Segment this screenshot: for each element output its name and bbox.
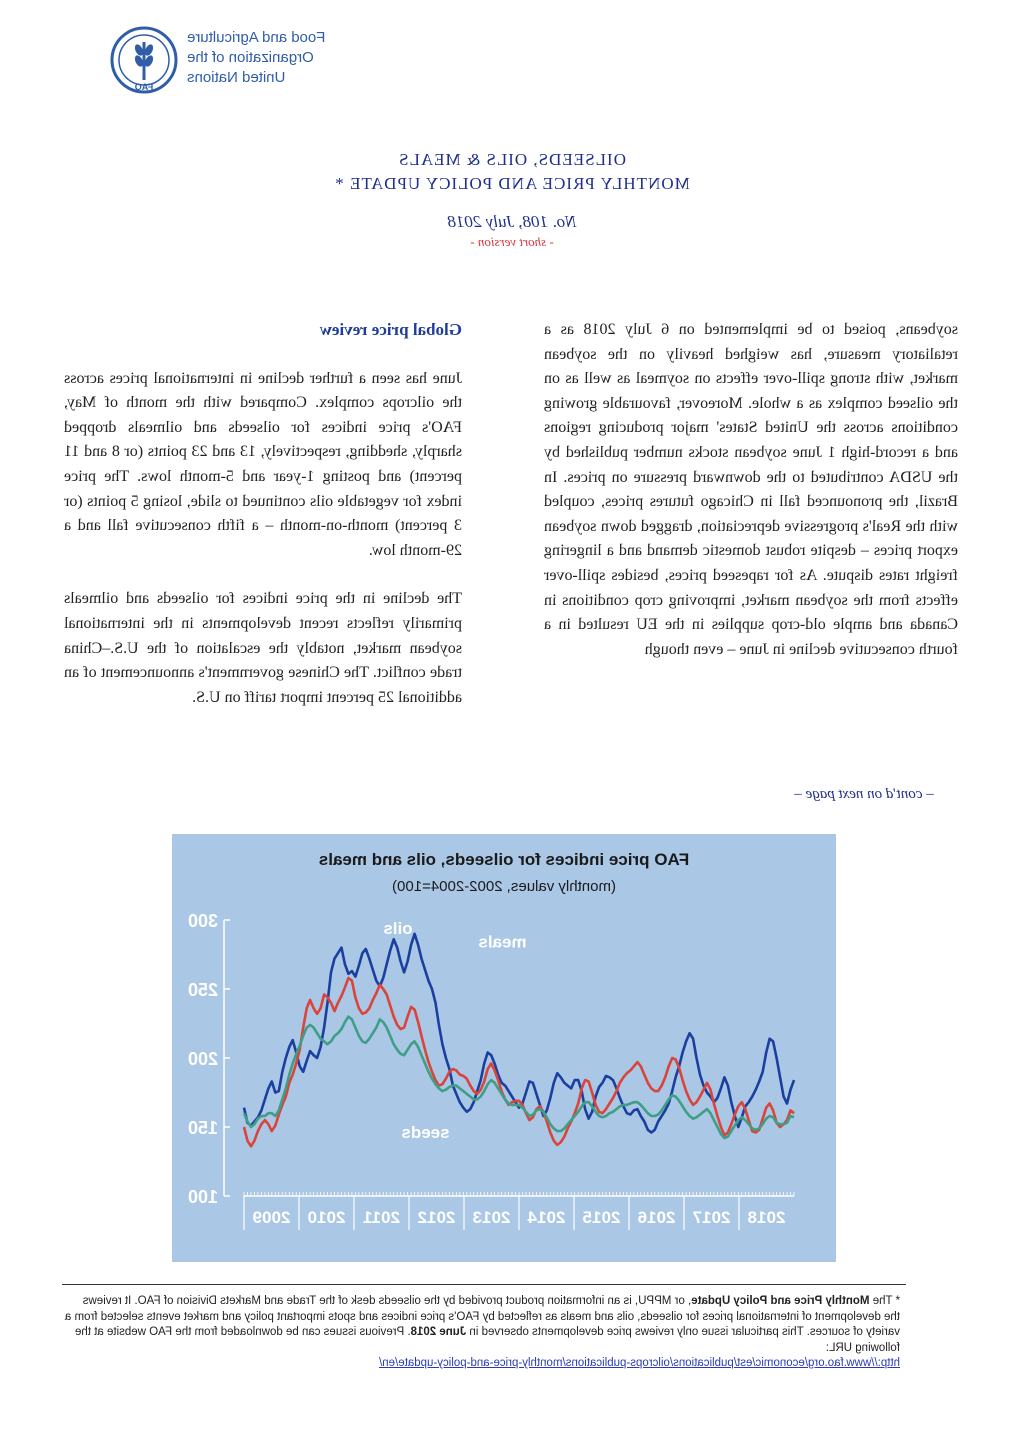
y-tick-label: 100 [187, 1187, 218, 1207]
x-tick-label: 2016 [637, 1208, 676, 1227]
title-block [0, 148, 1024, 250]
x-tick-label: 2010 [307, 1208, 346, 1227]
y-tick-label: 150 [187, 1118, 218, 1138]
footnote-body: , or MPPU, is an information product provided by the oilseeds desk of the Trade and Markets Division of FAO. It reviews the development of international prices for oilseeds, oils and meals as reflected by FAO's price indices and spots important policy and market events selected from a variety of sources. This particular issue only reviews price developments observed in [64, 1295, 900, 1338]
y-tick-label: 200 [187, 1049, 218, 1069]
title-line-2: MONTHLY PRICE AND POLICY UPDATE * [334, 174, 690, 193]
footnote-lead: * The [869, 1295, 900, 1307]
x-tick-label: 2014 [527, 1208, 566, 1227]
chart-title: FAO price indices for oilseeds, oils and meals [318, 850, 690, 869]
x-tick-label: 2013 [472, 1208, 511, 1227]
x-tick-label: 2015 [582, 1208, 621, 1227]
version-label: - short version - [470, 234, 554, 249]
x-tick-label: 2018 [747, 1208, 786, 1227]
emblem-text: FAO [134, 82, 154, 92]
organization-name [187, 28, 362, 88]
x-tick-label: 2011 [363, 1208, 400, 1227]
paragraph-1: June has seen a further decline in international prices across the oilcrops complex. Compared with the month of May, FAO's price indices for oilseeds and oilmeals dropped sharply, shedding, respectively, 13 and 23 points (or 8 and 11 percent) and posting 1-year and 5-month lows. The price index for vegetable oils continued to slide, losing 5 points (or 3 percent) month-on-month – a fifth consecutive fall and a 29-month low. [64, 369, 462, 559]
x-tick-label: 2012 [417, 1208, 456, 1227]
footnote-url-link[interactable]: http://www.fao.org/economic/est/publications/oilcrops-publications/monthly-price-and-policy-update/en/ [379, 1357, 900, 1369]
footnote-month: June 2018 [410, 1326, 467, 1338]
x-tick-label: 2017 [692, 1208, 731, 1227]
chart-canvas [172, 834, 836, 1262]
footnote-product-name: Monthly Price and Policy Update [691, 1295, 870, 1307]
footnote-tail: . Previous issues can be downloaded from the FAO website at the following URL: [74, 1326, 900, 1354]
fao-logo-icon [108, 24, 180, 96]
price-index-chart [172, 834, 836, 1262]
footnote [64, 1294, 900, 1372]
y-tick-label: 300 [187, 911, 218, 931]
series-label-oils: oils [383, 918, 413, 938]
series-line-seeds [244, 1017, 794, 1138]
footnote-divider [62, 1284, 906, 1285]
issue-number: No. 108, July 2018 [447, 212, 577, 231]
continued-note: – cont'd on next page – [794, 786, 934, 802]
article-column-left [64, 318, 462, 734]
fao-header [102, 24, 362, 94]
chart-subtitle: (monthly values, 2002-2004=100) [392, 878, 616, 895]
org-line-1: Food and Agriculture [187, 29, 326, 46]
org-line-3: United Nations [187, 69, 286, 86]
title-line-1: OILSEEDS, OILS & MEALS [398, 150, 626, 169]
org-line-2: Organization of the [187, 49, 314, 66]
series-label-meals: meals [478, 932, 527, 952]
y-tick-label: 250 [187, 980, 218, 1000]
article-column-right [544, 318, 958, 686]
x-tick-label: 2009 [252, 1208, 291, 1227]
series-label-seeds: seeds [401, 1123, 450, 1143]
section-heading: Global price review [319, 320, 462, 339]
paragraph-3: soybeans, poised to be implemented on 6 July 2018 as a retaliatory measure, has weighed heavily on the soybean market, with strong spill-over effects on soymeal as well as on the oilseed complex as a whole. Moreover, favourable growing conditions across the United States' major producing regions and a record-high 1 June soybean stocks number published by the USDA contributed to the downward pressure on prices. In Brazil, the pronounced fall in Chicago futures prices, coupled with the Real's progressive depreciation, dragged down soybean export prices – despite robust domestic demand and a lingering freight rates dispute. As for rapeseed prices, besides spill-over effects from the soybean market, improving crop conditions in Canada and ample old-crop supplies in the EU resulted in a fourth consecutive decline in June – even though [544, 321, 958, 658]
paragraph-2: The decline in the price indices for oilseeds and oilmeals primarily reflects recent developments in the international soybean market, notably the escalation of the U.S.–China trade conflict. The Chinese government's announcement of an additional 25 percent import tariff on U.S. [64, 590, 462, 706]
